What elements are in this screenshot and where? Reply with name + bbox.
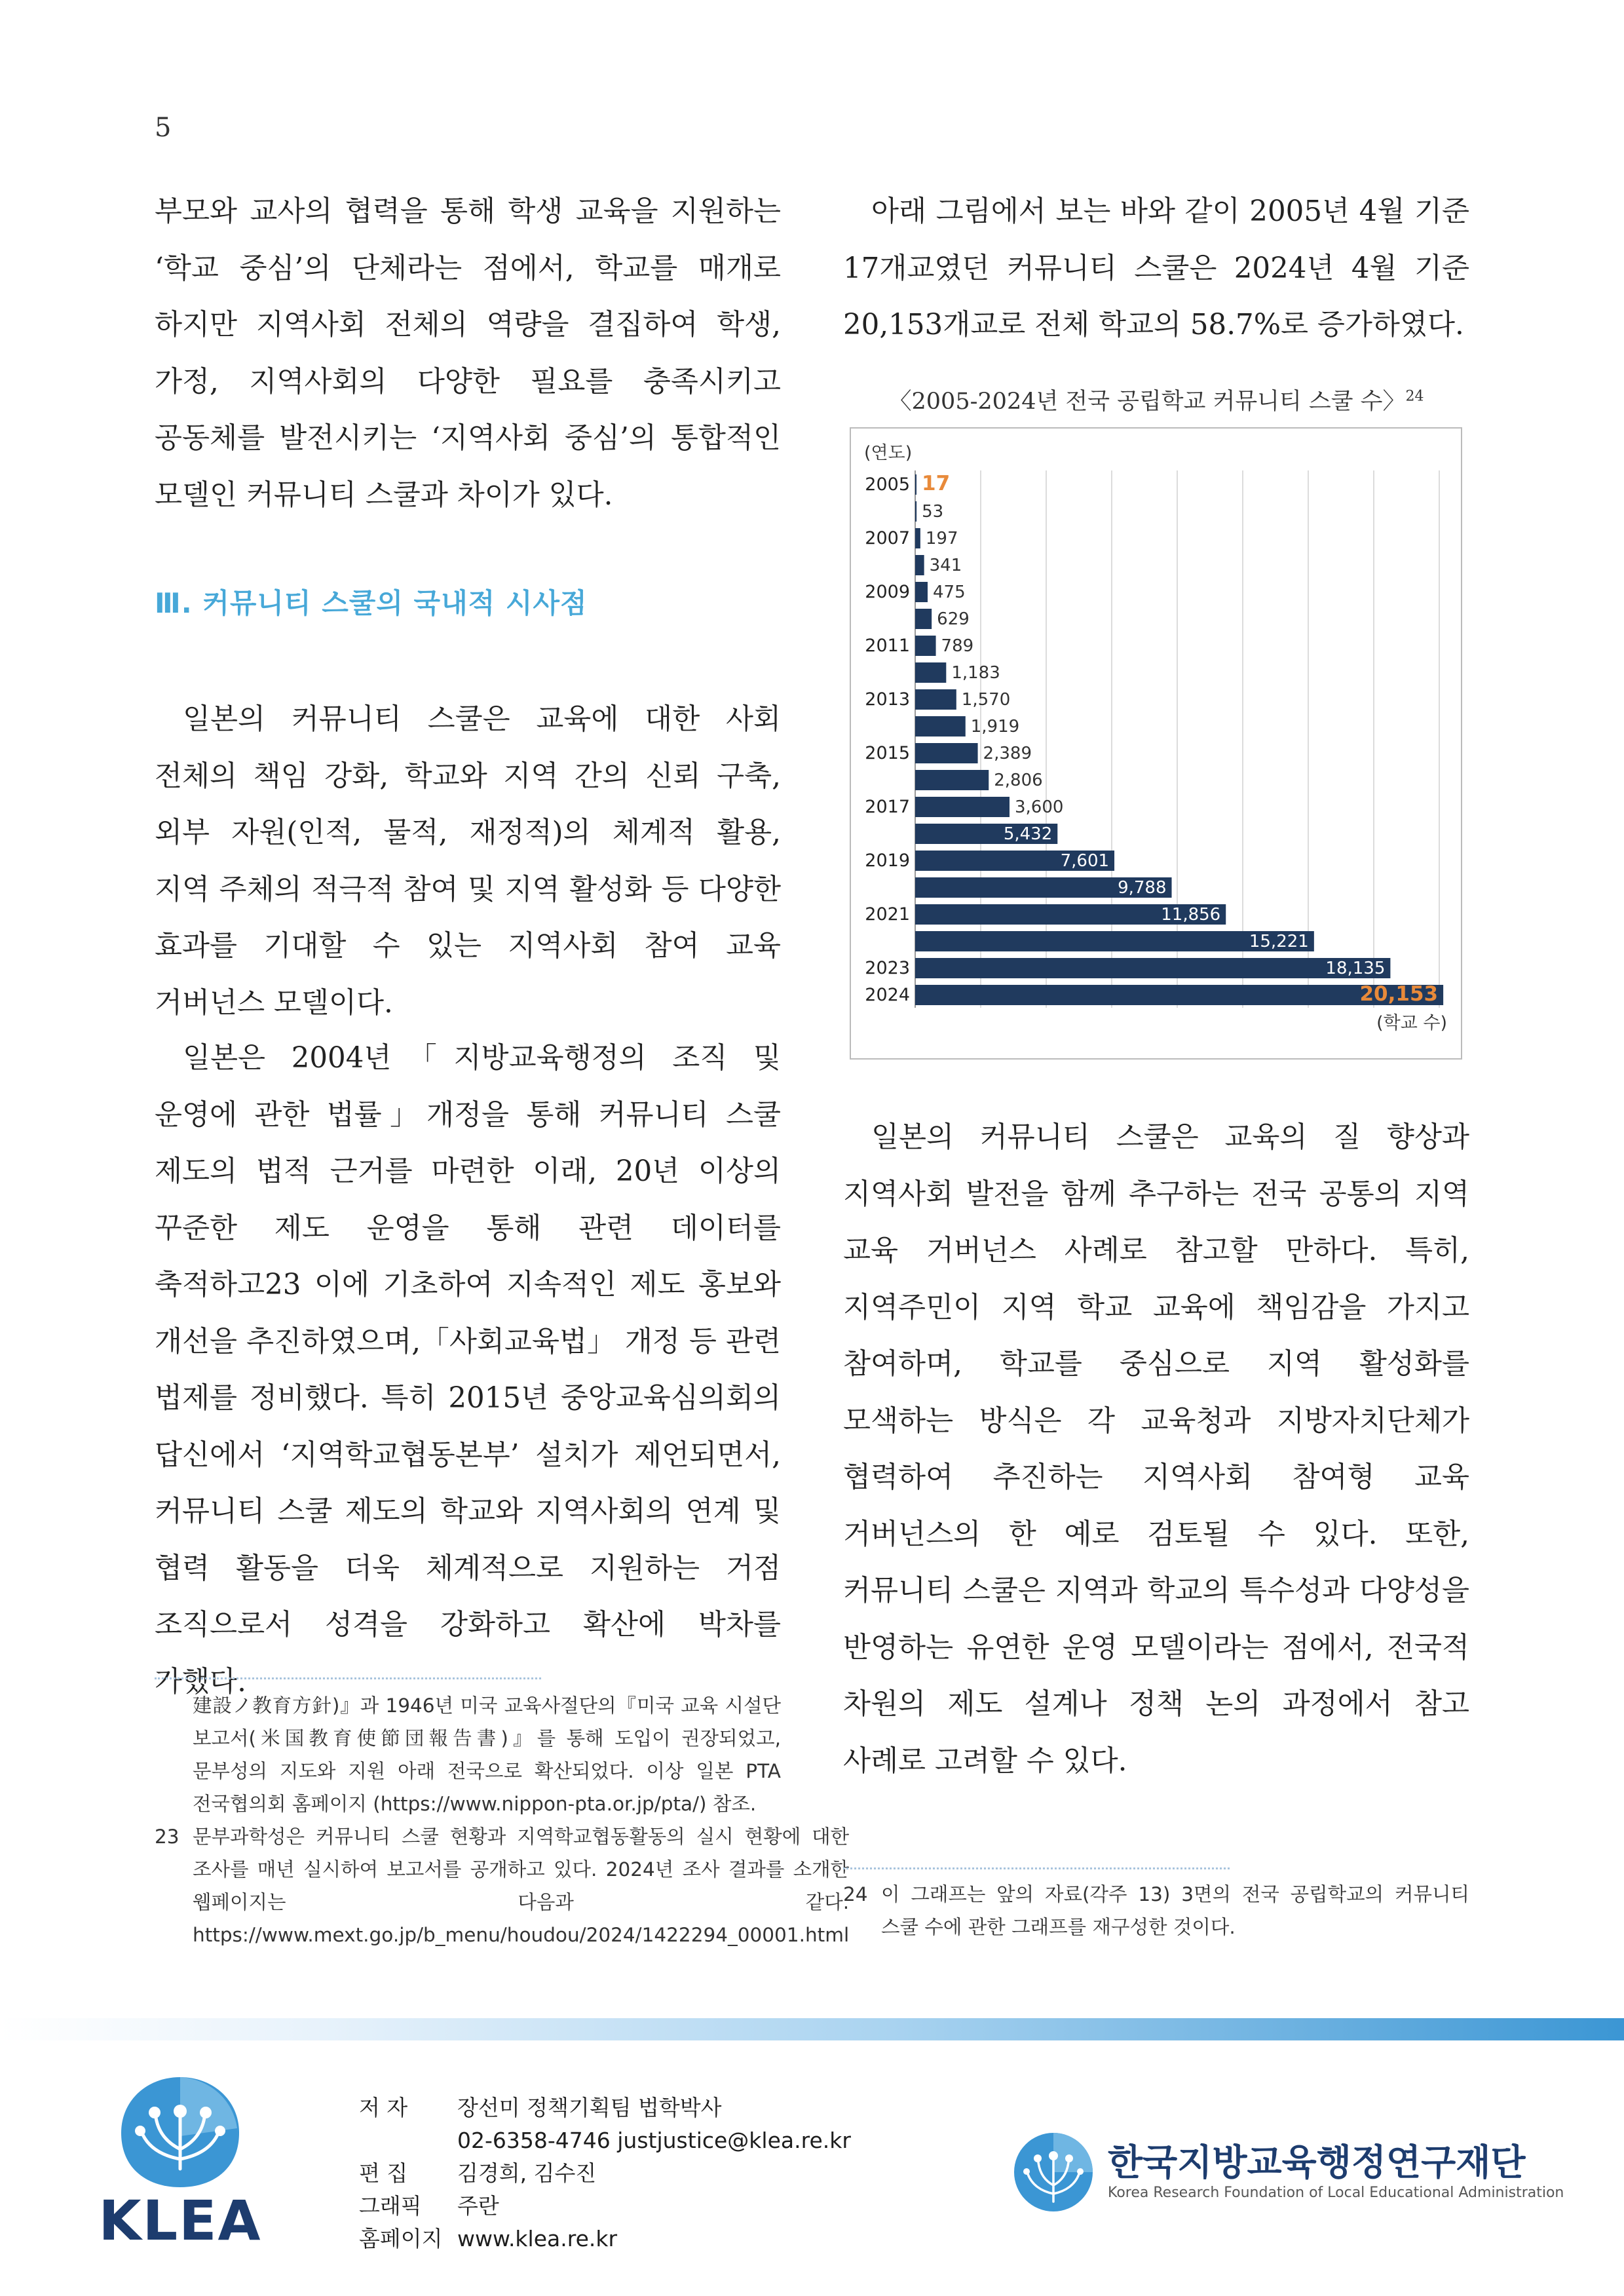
chart-bar (915, 958, 1390, 978)
chart-value-label: 11,856 (1161, 905, 1221, 925)
chart-bar (915, 689, 956, 710)
graphic-value: 주란 (457, 2193, 499, 2219)
chart-x-axis-label: (학교 수) (1376, 1013, 1447, 1033)
left-paragraph-2: 일본의 커뮤니티 스쿨은 교육에 대한 사회 전체의 책임 강화, 학교와 지역 간의 신뢰 구축, 외부 자원(인적, 물적, 재정적)의 체계적 활용, 지역 주체의 적극적 참여 및 지역 활성화 등 다양한 효과를 기대할 수 있는 지역사회 참여 교육 거버넌스 모델이다. (155, 703, 781, 1020)
right-paragraph-1: 아래 그림에서 보는 바와 같이 2005년 4월 기준 17개교였던 커뮤니티 스쿨은 2024년 4월 기준 20,153개교로 전체 학교의 58.7%로 증가하였다. (843, 195, 1469, 341)
chart-year-label: 2011 (865, 636, 910, 657)
chart-year-label: 2005 (865, 474, 910, 495)
left-paragraph-1: 부모와 교사의 협력을 통해 학생 교육을 지원하는 ‘학교 중심’의 단체라는 점에서, 학교를 매개로 하지만 지역사회 전체의 역량을 결집하여 학생, 가정, 지역사회의 다양한 필요를 충족시키고 공동체를 발전시키는 ‘지역사회 중심’의 통합적인 모델인 커뮤니티 스쿨과 차이가 있다. (155, 195, 781, 512)
footer-gradient-band (0, 2018, 1624, 2040)
chart-value-label: 2,806 (994, 771, 1043, 791)
org-name-english: Korea Research Foundation of Local Educational Administration (1108, 2185, 1564, 2201)
right-paragraph-2-block (843, 1109, 1469, 1789)
chart-year-label: 2017 (865, 797, 910, 818)
author-label: 저 자 (359, 2095, 408, 2120)
chart-year-label: 2024 (865, 985, 910, 1006)
chart-value-label: 18,135 (1325, 959, 1386, 979)
chart-bar (915, 501, 916, 522)
left-paragraph-2-block (155, 691, 781, 1031)
editor-label: 편 집 (359, 2160, 408, 2186)
right-column-top (843, 183, 1469, 354)
author-row (359, 2092, 851, 2124)
chart-bar (915, 662, 946, 683)
chart-value-label: 15,221 (1249, 932, 1309, 952)
left-paragraph-3-part-b: 이에 기초하여 지속적인 제도 홍보와 개선을 추진하였으며,「사회교육법」 개정 등 관련 법제를 정비했다. 특히 2015년 중앙교육심의회의 답신에서 ‘지역학교협동본부’ 설치가 제언되면서, 커뮤니티 스쿨 제도의 학교와 지역사회의 연계 및 협력 활동을 더욱 체계적으로 지원하는 거점 조직으로서 성격을 강화하고 확산에 박차를 가했다. (155, 1269, 781, 1698)
chart-bar (915, 716, 966, 737)
klea-wordmark: KLEA (98, 2189, 262, 2253)
editor-row (359, 2157, 851, 2190)
publication-info (359, 2092, 851, 2255)
homepage-link[interactable]: www.klea.re.kr (457, 2226, 618, 2251)
right-paragraph-2: 일본의 커뮤니티 스쿨은 교육의 질 향상과 지역사회 발전을 함께 추구하는 전국 공통의 지역 교육 거버넌스 사례로 참고할 만하다. 특히, 지역주민이 지역 학교 교육에 책임감을 가지고 참여하며, 학교를 중심으로 지역 활성화를 모색하는 방식은 각 교육청과 지방자치단체가 협력하여 추진하는 지역사회 참여형 교육 거버넌스의 한 예로 검토될 수 있다. 또한, 커뮤니티 스쿨은 지역과 학교의 특수성과 다양성을 반영하는 유연한 운영 모델이라는 점에서, 전국적 차원의 제도 설계나 정책 논의 과정에서 참고 사례로 고려할 수 있다. (843, 1121, 1469, 1778)
chart-year-label: 2007 (865, 528, 910, 549)
chart-value-label: 197 (925, 529, 958, 549)
chart-value-label: 5,432 (1003, 824, 1053, 845)
chart-bar (915, 582, 928, 602)
footnote-continuation: 建設ノ教育方針)』과 1946년 미국 교육사절단의『미국 교육 시설단 보고서(米国教育使節団報告書)』를 통해 도입이 권장되었고, 문부성의 지도와 지원 아래 전국으로 확산되었다. 이상 일본 PTA 전국협의회 홈페이지 (https://www.nippon-pta.or.jp/pta/) 참조. (193, 1694, 781, 1815)
chart-value-label: 20,153 (1359, 982, 1439, 1006)
section-heading: Ⅲ. 커뮤니티 스쿨의 국내적 시사점 (155, 587, 588, 619)
org-emblem-icon (1011, 2130, 1096, 2215)
chart-caption (843, 383, 1469, 416)
chart-year-label: 2009 (865, 582, 910, 603)
left-column-top (155, 183, 781, 524)
chart-bar (915, 797, 1010, 817)
chart-value-label: 629 (937, 609, 970, 630)
footnote-ref-24: 24 (1405, 388, 1424, 405)
left-paragraph-3 (155, 1030, 781, 1710)
chart-value-label: 1,183 (951, 663, 1000, 683)
footnote-divider-left (155, 1677, 541, 1679)
organization-logo (1011, 2130, 1564, 2215)
chart-value-label: 341 (929, 556, 962, 576)
org-name-korean: 한국지방교육행정연구재단 (1108, 2141, 1526, 2183)
chart-value-label: 475 (933, 583, 966, 603)
contact-value: 02-6358-4746 justjustice@klea.re.kr (457, 2128, 851, 2153)
chart-bar (915, 528, 920, 548)
footnote-24-number: 24 (843, 1883, 868, 1905)
chart-bar (915, 474, 916, 495)
chart-value-label: 17 (922, 472, 951, 496)
chart-caption-text: 〈2005-2024년 전국 공립학교 커뮤니티 스쿨 수〉 (888, 389, 1406, 415)
footnote-23 (155, 1820, 850, 1951)
footnote-ref-23: 23 (265, 1269, 301, 1301)
page-number: 5 (155, 113, 172, 143)
chart-year-label: 2021 (865, 904, 910, 925)
chart-year-label: 2019 (865, 851, 910, 871)
footnote-24 (843, 1878, 1469, 1943)
footnotes-left (155, 1689, 850, 1951)
chart-bar (915, 636, 936, 656)
chart-value-label: 7,601 (1060, 851, 1110, 871)
footnote-divider-right (843, 1867, 1230, 1869)
left-paragraph-3-part-a: 일본은 2004년「지방교육행정의 조직 및 운영에 관한 법률」개정을 통해 커뮤니티 스쿨 제도의 법적 근거를 마련한 이래, 20년 이상의 꾸준한 제도 운영을 통해 관련 데이터를 축적하고 (155, 1042, 781, 1301)
chart-value-label: 9,788 (1118, 878, 1167, 898)
community-school-bar-chart (850, 427, 1462, 1060)
homepage-label: 홈페이지 (359, 2226, 443, 2251)
chart-year-label: 2023 (865, 958, 910, 979)
chart-year-label: 2015 (865, 743, 910, 764)
homepage-row (359, 2223, 851, 2255)
left-paragraph-3-block (155, 1030, 781, 1710)
chart-value-label: 3,600 (1015, 797, 1064, 818)
editor-value: 김경희, 김수진 (457, 2160, 597, 2186)
chart-bar (915, 555, 924, 575)
chart-value-label: 789 (941, 636, 974, 657)
chart-bar (915, 609, 932, 629)
chart-y-axis-label: (연도) (864, 443, 913, 463)
footnote-23-text: 문부과학성은 커뮤니티 스쿨 현황과 지역학교협동활동의 실시 현황에 대한 조사를 매년 실시하여 보고서를 공개하고 있다. 2024년 조사 결과를 소개한 웹페이지는 다음과 같다. https://www.mext.go.jp/b_menu/houdou/2024/1422294_00001.html (193, 1826, 850, 1946)
footnote-24-text: 이 그래프는 앞의 자료(각주 13) 3면의 전국 공립학교의 커뮤니티 스쿨 수에 관한 그래프를 재구성한 것이다. (881, 1883, 1469, 1938)
chart-value-label: 1,570 (961, 690, 1011, 710)
chart-year-label: 2013 (865, 689, 910, 710)
footnote-23-number: 23 (155, 1826, 179, 1848)
graphic-row (359, 2190, 851, 2223)
chart-value-label: 1,919 (970, 717, 1020, 737)
chart-value-label: 53 (922, 502, 944, 522)
chart-bar (915, 770, 989, 790)
footnotes-right (843, 1878, 1469, 1943)
graphic-label: 그래픽 (359, 2193, 422, 2219)
chart-bar (915, 743, 978, 763)
chart-value-label: 2,389 (983, 744, 1032, 764)
author-value: 장선미 정책기획팀 법학박사 (457, 2095, 722, 2120)
